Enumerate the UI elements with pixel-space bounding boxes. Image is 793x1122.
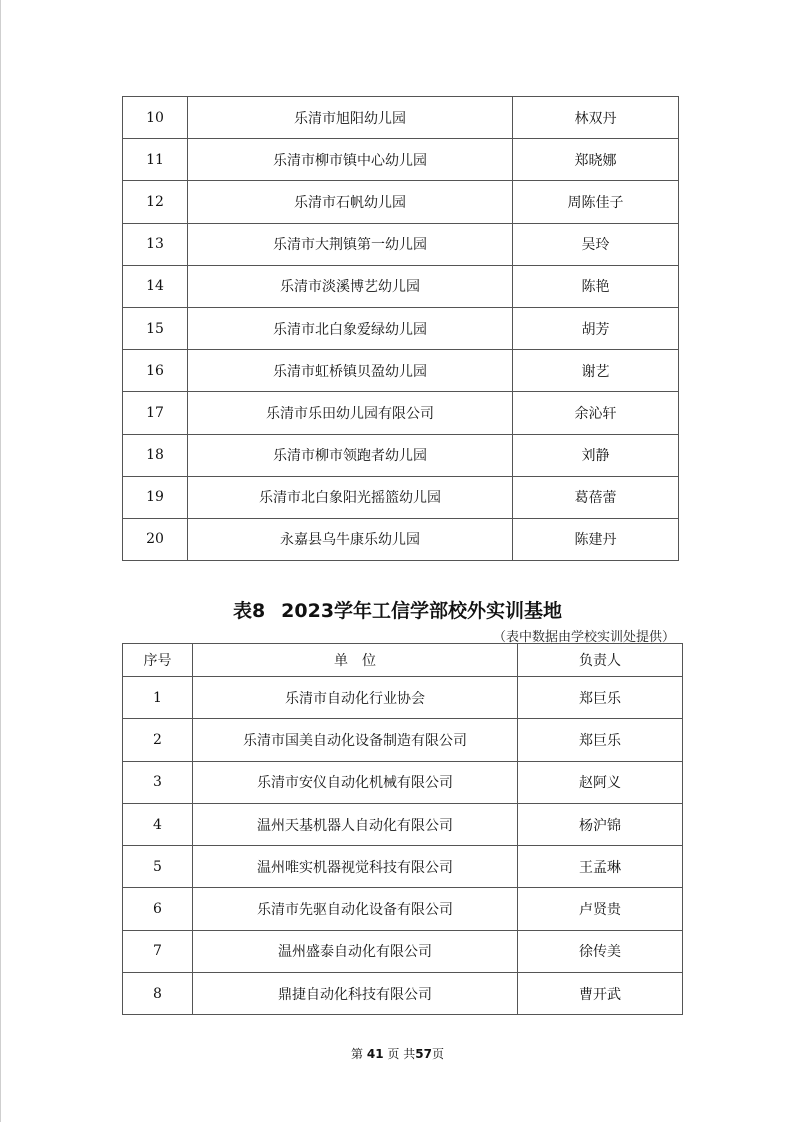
cell-unit: 乐清市安仪自动化机械有限公司 [193, 761, 518, 803]
cell-no: 2 [123, 719, 193, 761]
cell-unit: 乐清市大荆镇第一幼儿园 [188, 223, 513, 265]
table8-caption-title: 2023学年工信学部校外实训基地 [281, 600, 563, 622]
table-row [123, 803, 683, 845]
kindergarten-table-body [123, 97, 679, 561]
cell-no: 17 [123, 392, 188, 434]
cell-person: 吴玲 [513, 223, 679, 265]
cell-no: 12 [123, 181, 188, 223]
cell-person: 谢艺 [513, 350, 679, 392]
cell-unit: 温州唯实机器视觉科技有限公司 [193, 846, 518, 888]
header-no: 序号 [123, 644, 193, 677]
cell-no: 6 [123, 888, 193, 930]
cell-no: 13 [123, 223, 188, 265]
table-row [123, 223, 679, 265]
table-row [123, 719, 683, 761]
footer-total-pages: 57 [415, 1047, 432, 1061]
footer-suffix: 页 [431, 1047, 444, 1061]
table-row [123, 350, 679, 392]
cell-unit: 鼎捷自动化科技有限公司 [193, 973, 518, 1015]
header-person: 负责人 [518, 644, 683, 677]
table-row [123, 476, 679, 518]
cell-no: 14 [123, 265, 188, 307]
cell-person: 林双丹 [513, 97, 679, 139]
cell-unit: 温州盛泰自动化有限公司 [193, 930, 518, 972]
cell-person: 徐传美 [518, 930, 683, 972]
cell-unit: 乐清市自动化行业协会 [193, 677, 518, 719]
table8-caption [1, 596, 793, 623]
page-footer [1, 1045, 793, 1062]
cell-unit: 乐清市乐田幼儿园有限公司 [188, 392, 513, 434]
table-row [123, 518, 679, 560]
cell-no: 8 [123, 973, 193, 1015]
kindergarten-table [122, 96, 679, 561]
table-row [123, 973, 683, 1015]
cell-no: 4 [123, 803, 193, 845]
cell-person: 王孟琳 [518, 846, 683, 888]
cell-unit: 乐清市国美自动化设备制造有限公司 [193, 719, 518, 761]
table-row [123, 888, 683, 930]
cell-unit: 乐清市虹桥镇贝盈幼儿园 [188, 350, 513, 392]
footer-prefix: 第 [351, 1047, 364, 1061]
cell-unit: 乐清市柳市镇中心幼儿园 [188, 139, 513, 181]
cell-person: 杨沪锦 [518, 803, 683, 845]
header-unit: 单 位 [193, 644, 518, 677]
cell-no: 11 [123, 139, 188, 181]
table-row [123, 392, 679, 434]
cell-person: 卢贤贵 [518, 888, 683, 930]
table8-caption-number: 表8 [232, 600, 266, 622]
cell-unit: 乐清市柳市领跑者幼儿园 [188, 434, 513, 476]
table-row [123, 434, 679, 476]
table-row [123, 139, 679, 181]
table-row [123, 846, 683, 888]
cell-no: 19 [123, 476, 188, 518]
cell-person: 郑晓娜 [513, 139, 679, 181]
cell-unit: 温州天基机器人自动化有限公司 [193, 803, 518, 845]
cell-no: 10 [123, 97, 188, 139]
cell-unit: 乐清市北白象爱绿幼儿园 [188, 307, 513, 349]
cell-no: 20 [123, 518, 188, 560]
table-row [123, 930, 683, 972]
cell-no: 18 [123, 434, 188, 476]
cell-person: 赵阿义 [518, 761, 683, 803]
cell-unit: 乐清市旭阳幼儿园 [188, 97, 513, 139]
table-header-row [123, 644, 683, 677]
table-row [123, 761, 683, 803]
cell-no: 3 [123, 761, 193, 803]
cell-person: 郑巨乐 [518, 677, 683, 719]
training-base-table-body [123, 677, 683, 1015]
cell-no: 7 [123, 930, 193, 972]
table-row [123, 265, 679, 307]
cell-person: 曹开武 [518, 973, 683, 1015]
cell-person: 周陈佳子 [513, 181, 679, 223]
cell-no: 15 [123, 307, 188, 349]
cell-person: 陈建丹 [513, 518, 679, 560]
cell-person: 葛蓓蕾 [513, 476, 679, 518]
cell-unit: 乐清市北白象阳光摇篮幼儿园 [188, 476, 513, 518]
table-row [123, 307, 679, 349]
table-row [123, 677, 683, 719]
cell-unit: 乐清市石帆幼儿园 [188, 181, 513, 223]
cell-no: 5 [123, 846, 193, 888]
cell-no: 1 [123, 677, 193, 719]
cell-person: 刘静 [513, 434, 679, 476]
training-base-table [122, 643, 683, 1015]
table-row [123, 97, 679, 139]
footer-page-number: 41 [366, 1047, 384, 1061]
cell-unit: 乐清市先驱自动化设备有限公司 [193, 888, 518, 930]
cell-person: 余沁轩 [513, 392, 679, 434]
table-row [123, 181, 679, 223]
cell-unit: 永嘉县乌牛康乐幼儿园 [188, 518, 513, 560]
cell-person: 胡芳 [513, 307, 679, 349]
cell-person: 郑巨乐 [518, 719, 683, 761]
table8-source-note: （表中数据由学校实训处提供） [492, 630, 675, 645]
cell-person: 陈艳 [513, 265, 679, 307]
footer-middle: 页 共 [387, 1047, 416, 1061]
cell-no: 16 [123, 350, 188, 392]
cell-unit: 乐清市淡溪博艺幼儿园 [188, 265, 513, 307]
